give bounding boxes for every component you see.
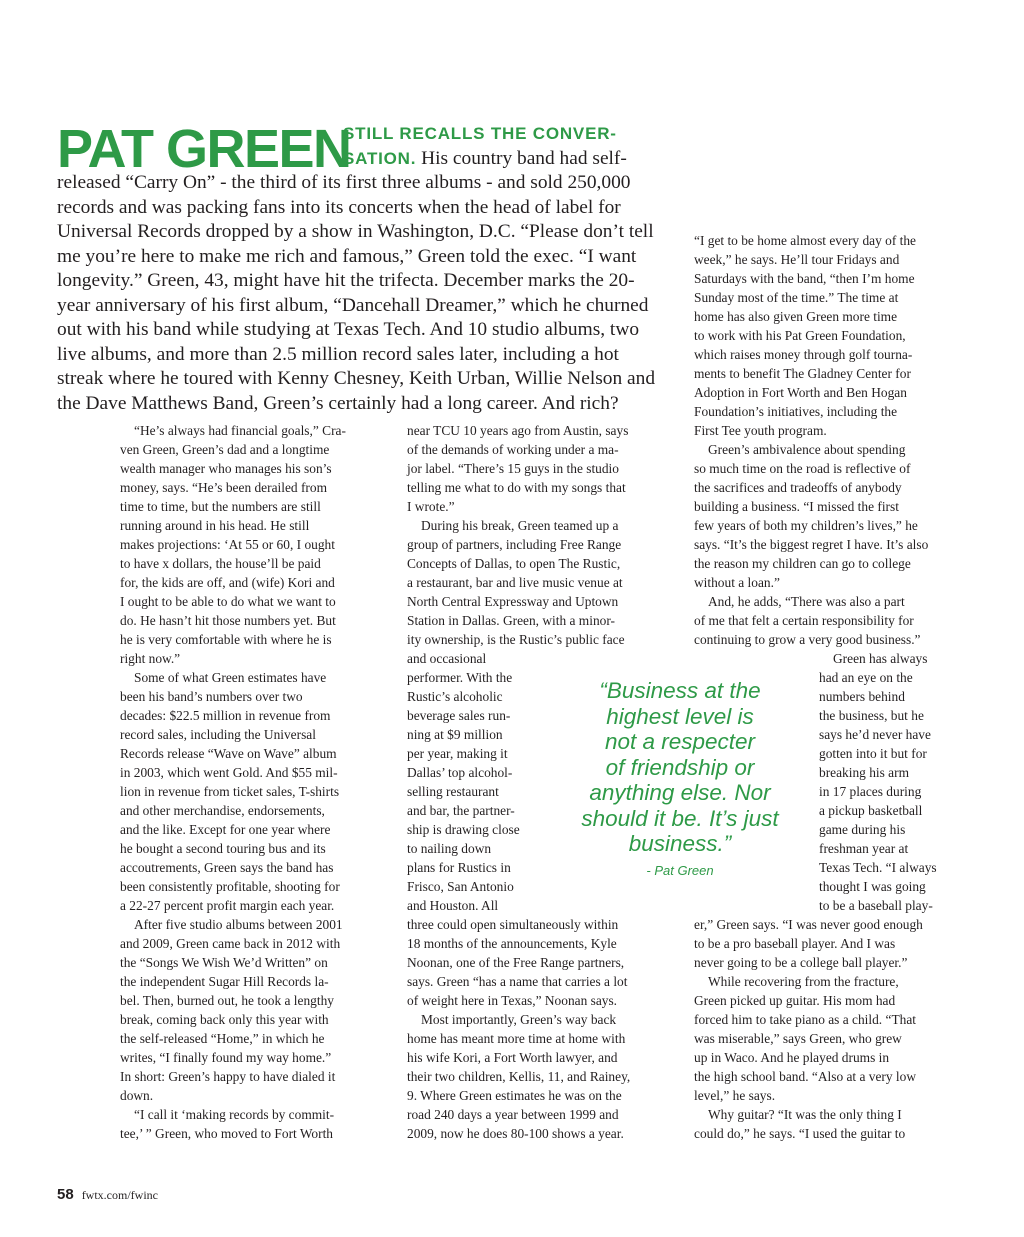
text-line: to be a baseball play- xyxy=(819,898,933,913)
text-line: Sunday most of the time.” The time at xyxy=(694,290,899,305)
text-line: was miserable,” says Green, who grew xyxy=(694,1031,902,1046)
text-line: in 2003, which went Gold. And $55 mil- xyxy=(120,765,338,780)
text-line: says. “It’s the biggest regret I have. It’s also xyxy=(694,537,929,552)
lead-caps-line1: STILL RECALLS THE CONVER- xyxy=(343,124,617,143)
text-line: accoutrements, Green says the band has xyxy=(120,860,334,875)
text-line: he bought a second touring bus and its xyxy=(120,841,326,856)
pull-quote-line: business.” xyxy=(628,831,732,856)
text-line: the reason my children can go to college xyxy=(694,556,911,571)
footer-url: fwtx.com/fwinc xyxy=(81,1188,158,1202)
text-line: a pickup basketball xyxy=(819,803,923,818)
text-line: the business, but he xyxy=(819,708,924,723)
pull-quote-line: highest level is xyxy=(606,703,754,729)
text-line: Dallas’ top alcohol- xyxy=(407,765,513,780)
text-line: Records release “Wave on Wave” album xyxy=(120,746,337,761)
text-line: home has meant more time at home with xyxy=(407,1031,626,1046)
text-line: never going to be a college ball player.” xyxy=(694,955,908,970)
text-line: 18 months of the announcements, Kyle xyxy=(407,936,617,951)
text-line: and the like. Except for one year where xyxy=(120,822,331,837)
text-line: says. Green “has a name that carries a lot xyxy=(407,974,628,989)
text-line: time to time, but the numbers are still xyxy=(120,499,321,514)
text-line: week,” he says. He’ll tour Fridays and xyxy=(694,252,900,267)
text-line: Noonan, one of the Free Range partners, xyxy=(407,955,625,970)
text-line: says he’d never have xyxy=(819,727,931,742)
text-line: their two children, Kellis, 11, and Rainey, xyxy=(407,1069,631,1084)
pull-quote-line: should it be. It’s just xyxy=(581,805,779,831)
lead-line xyxy=(57,147,675,172)
text-line: Adoption in Fort Worth and Ben Hogan xyxy=(694,385,907,400)
text-line: Most importantly, Green’s way back xyxy=(421,1012,617,1027)
text-line: a 22-27 percent profit margin each year. xyxy=(120,898,335,913)
text-line: Green has always xyxy=(833,651,928,666)
text-line: 9. Where Green estimates he was on the xyxy=(407,1088,622,1103)
text-line: and Houston. All xyxy=(407,898,499,913)
text-line: ship is drawing close xyxy=(407,822,520,837)
text-line: ments to benefit The Gladney Center for xyxy=(694,366,911,381)
text-line: Foundation’s initiatives, including the xyxy=(694,404,898,419)
text-line: game during his xyxy=(819,822,906,837)
text-line: Saturdays with the band, “then I’m home xyxy=(694,271,915,286)
text-line: break, coming back only this year with xyxy=(120,1012,329,1027)
text-line: I wrote.” xyxy=(407,499,455,514)
text-line: selling restaurant xyxy=(407,784,499,799)
text-line: the self-released “Home,” in which he xyxy=(120,1031,325,1046)
pull-quote-line: anything else. Nor xyxy=(589,780,771,805)
text-line: group of partners, including Free Range xyxy=(407,537,622,552)
text-line: Green picked up guitar. His mom had xyxy=(694,993,896,1008)
text-line: streak where he toured with Kenny Chesney, Keith Urban, Willie Nelson and xyxy=(57,368,656,389)
text-line: and bar, the partner- xyxy=(407,803,515,818)
text-line: do. He hasn’t hit those numbers yet. But xyxy=(120,613,336,628)
text-line: North Central Expressway and Uptown xyxy=(407,594,619,609)
text-line: freshman year at xyxy=(819,841,909,856)
text-line: telling me what to do with my songs that xyxy=(407,480,626,495)
text-line: Frisco, San Antonio xyxy=(407,879,514,894)
text-line: without a loan.” xyxy=(694,575,780,590)
text-line: could do,” he says. “I used the guitar to xyxy=(694,1126,906,1141)
text-line: been his band’s numbers over two xyxy=(120,689,303,704)
text-line: for, the kids are off, and (wife) Kori and xyxy=(120,575,335,590)
text-line: to have x dollars, the house’ll be paid xyxy=(120,556,321,571)
text-line: to be a pro baseball player. And I was xyxy=(694,936,896,951)
text-line: tee,’ ” Green, who moved to Fort Worth xyxy=(120,1126,333,1141)
text-line: running around in his head. He still xyxy=(120,518,310,533)
text-line: jor label. “There’s 15 guys in the studio xyxy=(407,461,619,476)
text-line: breaking his arm xyxy=(819,765,909,780)
text-line: lion in revenue from ticket sales, T-shirts xyxy=(120,784,340,799)
text-line: decades: $22.5 million in revenue from xyxy=(120,708,331,723)
text-line: “I call it ‘making records by commit- xyxy=(134,1107,335,1122)
text-line: thought I was going xyxy=(819,879,926,894)
text-line: been consistently profitable, shooting for xyxy=(120,879,340,894)
text-line: the independent Sugar Hill Records la- xyxy=(120,974,329,989)
text-line: level,” he says. xyxy=(694,1088,776,1103)
text-line: the high school band. “Also at a very low xyxy=(694,1069,917,1084)
text-line: longevity.” Green, 43, might have hit the trifecta. December marks the 20- xyxy=(57,270,635,291)
text-line: ity ownership, is the Rustic’s public face xyxy=(407,632,625,647)
text-line: year anniversary of his first album, “Dancehall Dreamer,” which he churned xyxy=(57,294,649,316)
text-line: so much time on the road is reflective of xyxy=(694,461,911,476)
text-line: forced him to take piano as a child. “That xyxy=(694,1012,916,1027)
text-line: Universal Records dropped by a show in Washington, D.C. “Please don’t tell xyxy=(57,221,654,242)
pull-quote-text xyxy=(560,678,800,857)
pull-quote xyxy=(560,678,800,878)
text-line: and occasional xyxy=(407,651,487,666)
text-line: to nailing down xyxy=(407,841,492,856)
text-line: “I get to be home almost every day of the xyxy=(694,233,916,248)
text-line: bel. Then, burned out, he took a lengthy xyxy=(120,993,334,1008)
text-line: While recovering from the fracture, xyxy=(708,974,899,989)
text-line: writes, “I finally found my way home.” xyxy=(120,1050,332,1065)
text-line: per year, making it xyxy=(407,746,508,761)
text-line: right now.” xyxy=(120,651,181,666)
text-line: released “Carry On” - the third of its first three albums - and sold 250,000 xyxy=(57,172,631,193)
headline-name: PAT GREEN xyxy=(57,119,351,179)
text-line: During his break, Green teamed up a xyxy=(421,518,619,533)
text-line: live albums, and more than 2.5 million record sales later, including a hot xyxy=(57,343,619,365)
text-line: building a business. “I missed the first xyxy=(694,499,899,514)
text-line: he is very comfortable with where he is xyxy=(120,632,332,647)
text-line: few years of both my children’s lives,” he xyxy=(694,518,918,533)
text-line: Some of what Green estimates have xyxy=(134,670,327,685)
body-column-1 xyxy=(120,421,382,1143)
text-line: which raises money through golf tourna- xyxy=(694,347,913,362)
text-line: er,” Green says. “I was never good enough xyxy=(694,917,923,932)
text-line: Station in Dallas. Green, with a minor- xyxy=(407,613,615,628)
text-line: continuing to grow a very good business.” xyxy=(694,632,921,647)
text-line: Why guitar? “It was the only thing I xyxy=(708,1107,902,1122)
page-footer xyxy=(57,1186,158,1204)
text-line: I ought to be able to do what we want to xyxy=(120,594,336,609)
lead-line xyxy=(57,122,675,147)
text-line: Texas Tech. “I always xyxy=(819,860,937,875)
text-line: Green’s ambivalence about spending xyxy=(708,442,906,457)
page-number: 58 xyxy=(57,1186,74,1203)
text-line: me you’re here to make me rich and famous,” Green told the exec. “I want xyxy=(57,245,637,267)
text-line: of me that felt a certain responsibility for xyxy=(694,613,914,628)
text-line: and 2009, Green came back in 2012 with xyxy=(120,936,341,951)
lead-text: His country band had self- xyxy=(416,147,627,169)
text-line: a restaurant, bar and live music venue at xyxy=(407,575,623,590)
text-line: 2009, now he does 80-100 shows a year. xyxy=(407,1126,624,1141)
text-line: And, he adds, “There was also a part xyxy=(708,594,905,609)
text-line: plans for Rustics in xyxy=(407,860,511,875)
text-line: of the demands of working under a ma- xyxy=(407,442,619,457)
text-line: the Dave Matthews Band, Green’s certainly had a long career. And rich? xyxy=(57,392,619,414)
text-line: record sales, including the Universal xyxy=(120,727,316,742)
text-line: of weight here in Texas,” Noonan says. xyxy=(407,993,618,1008)
text-line: beverage sales run- xyxy=(407,708,511,723)
text-line: gotten into it but for xyxy=(819,746,927,761)
text-line: the sacrifices and tradeoffs of anybody xyxy=(694,480,902,495)
text-line: three could open simultaneously within xyxy=(407,917,619,932)
text-line: records and was packing fans into its concerts when the head of label for xyxy=(57,196,621,218)
text-line: First Tee youth program. xyxy=(694,423,827,438)
text-line: numbers behind xyxy=(819,689,905,704)
text-line: out with his band while studying at Texas Tech. And 10 studio albums, two xyxy=(57,319,640,340)
pull-quote-line: of friendship or xyxy=(605,754,755,780)
text-line: to work with his Pat Green Foundation, xyxy=(694,328,906,343)
pull-quote-attribution: - Pat Green xyxy=(646,862,714,878)
text-line: Concepts of Dallas, to open The Rustic, xyxy=(407,556,621,571)
text-line: his wife Kori, a Fort Worth lawyer, and xyxy=(407,1050,618,1065)
text-line: ning at $9 million xyxy=(407,727,503,742)
text-line: wealth manager who manages his son’s xyxy=(120,461,332,476)
text-line: up in Waco. And he played drums in xyxy=(694,1050,890,1065)
text-line: performer. With the xyxy=(407,670,513,685)
text-line: near TCU 10 years ago from Austin, says xyxy=(407,423,629,438)
lead-caps-line2: SATION. xyxy=(343,148,417,168)
text-line: the “Songs We Wish We’d Written” on xyxy=(120,955,328,970)
text-line: After five studio albums between 2001 xyxy=(134,917,343,932)
lead-body xyxy=(57,171,675,416)
text-line: had an eye on the xyxy=(819,670,913,685)
text-line: “He’s always had financial goals,” Cra- xyxy=(134,423,346,438)
text-line: ven Green, Green’s dad and a longtime xyxy=(120,442,330,457)
text-line: in 17 places during xyxy=(819,784,922,799)
text-line: money, says. “He’s been derailed from xyxy=(120,480,327,495)
text-line: home has also given Green more time xyxy=(694,309,898,324)
text-line: road 240 days a year between 1999 and xyxy=(407,1107,619,1122)
text-line: down. xyxy=(120,1088,154,1103)
pull-quote-line: not a respecter xyxy=(604,729,756,754)
text-line: makes projections: ‘At 55 or 60, I ought xyxy=(120,537,335,552)
text-line: and other merchandise, endorsements, xyxy=(120,803,325,818)
text-line: Rustic’s alcoholic xyxy=(407,689,503,704)
pull-quote-line: “Business at the xyxy=(599,678,761,703)
text-line: In short: Green’s happy to have dialed it xyxy=(120,1069,336,1084)
lead-paragraph xyxy=(57,119,675,416)
